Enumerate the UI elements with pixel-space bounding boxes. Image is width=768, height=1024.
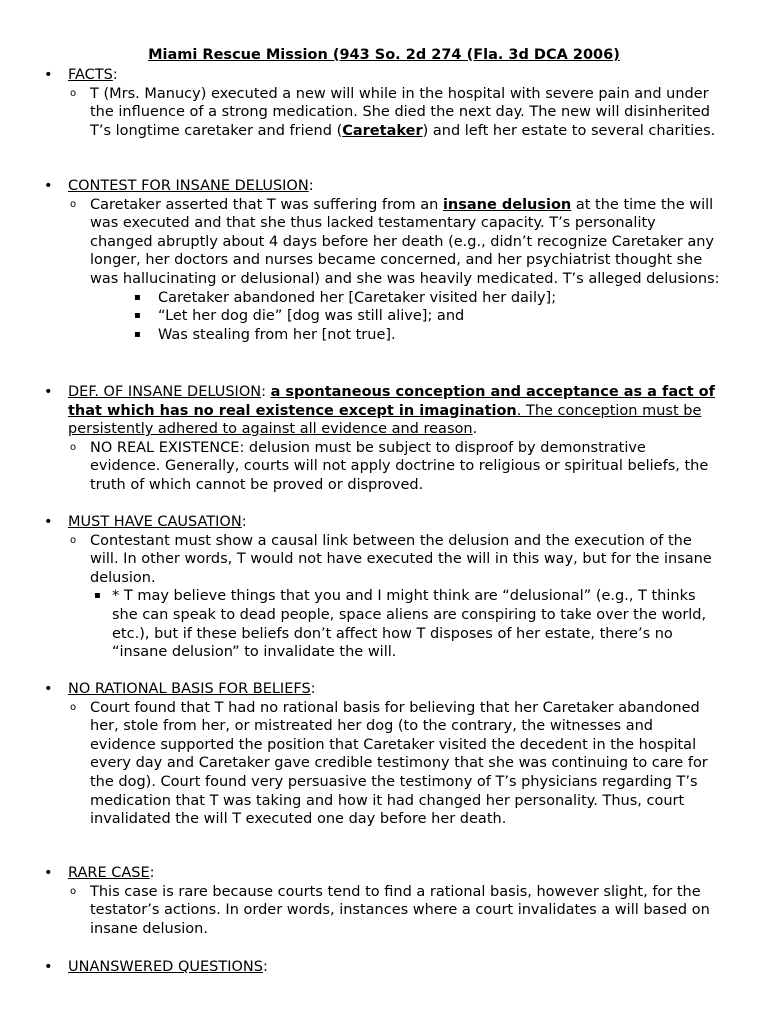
- section-unanswered: • UNANSWERED QUESTIONS:: [44, 959, 268, 975]
- section-causation: • MUST HAVE CAUSATION: o Contestant must show a causal link between the delusion and the execution of the will. In other words, T would not have executed the will in this way, but for the insane delusion. ▪ * T may believe things that you and I might think are “delusional” (e.g., T thinks she can speak to dead people, space aliens are conspiring to take over the world, etc.), but if these beliefs don’t affect how T disposes of her estate, there’s no “insane delusion” to invalidate the will.: [0, 513, 768, 662]
- list-item: ▪ Was stealing from her [not true].: [134, 326, 396, 343]
- definition-paragraph: • DEF. OF INSANE DELUSION: a spontaneous conception and acceptance as a fact of that which has no real existence except in imagination. The conception must be persistently adhered to against all evidence and reason.: [44, 384, 715, 438]
- bullet-icon: •: [44, 514, 53, 530]
- definition-subparagraph: o NO REAL EXISTENCE: delusion must be subject to disproof by demonstrative evidence. Generally, courts will not apply doctrine to religious or spiritual beliefs, the truth of which cannot be proved or disproved.: [70, 439, 709, 493]
- square-bullet-icon: ▪: [134, 310, 141, 322]
- section-facts: • FACTS: o T (Mrs. Manucy) executed a new will while in the hospital with severe pain and under the influence of a strong medication. She died the next day. The new will disinherited T’s longtime caretaker and friend (Caretaker) and left her estate to several charities.: [0, 66, 768, 140]
- bullet-icon: •: [44, 67, 53, 83]
- causation-heading: MUST HAVE CAUSATION: [68, 514, 242, 530]
- rare-paragraph: o This case is rare because courts tend to find a rational basis, however slight, for the testator’s actions. In order words, instances where a court invalidates a will based on insane delusion.: [70, 883, 710, 937]
- bullet-icon: •: [44, 681, 53, 697]
- definition-text: a spontaneous conception and acceptance as a fact of that which has no real existence except in imagination: [68, 384, 715, 419]
- list-item: ▪ “Let her dog die” [dog was still alive]; and: [134, 308, 465, 325]
- bullet-icon: •: [44, 865, 53, 881]
- causation-paragraph: o Contestant must show a causal link between the delusion and the execution of the will. In other words, T would not have executed the will in this way, but for the insane delusion.: [70, 532, 712, 586]
- causation-note: ▪ * T may believe things that you and I might think are “delusional” (e.g., T thinks she can speak to dead people, space aliens are conspiring to take over the world, etc.), but if these beliefs don’t affect how T disposes of her estate, there’s no “insane delusion” to invalidate the will.: [94, 588, 707, 661]
- section-rational-basis: • NO RATIONAL BASIS FOR BELIEFS: o Court found that T had no rational basis for believing that her Caretaker abandoned her, stole from her, or mistreated her dog (to the contrary, the witnesses and evidence supported the position that Caretaker visited the decedent in the hospital every day and Caretaker gave credible testimony that she was continuing to care for the dog). Court found very persuasive the testimony of T’s physicians regarding T’s medication that T was taking and how it had changed her personality. Thus, court invalidated the will T executed one day before her death.: [0, 680, 768, 829]
- facts-heading: FACTS: [68, 67, 113, 83]
- facts-paragraph: o T (Mrs. Manucy) executed a new will while in the hospital with severe pain and under the influence of a strong medication. She died the next day. The new will disinherited T’s longtime caretaker and friend (Caretaker) and left her estate to several charities.: [70, 85, 716, 139]
- section-rare-case: • RARE CASE: o This case is rare because courts tend to find a rational basis, however slight, for the testator’s actions. In order words, instances where a court invalidates a will based on insane delusion.: [0, 864, 768, 938]
- bullet-icon: •: [44, 178, 53, 194]
- section-contest: • CONTEST FOR INSANE DELUSION: o Caretaker asserted that T was suffering from an insane delusion at the time the will was executed and that she thus lacked testamentary capacity. T’s personality changed abruptly about 4 days before her death (e.g., didn’t recognize Caretaker any longer, her doctors and nurses became concerned, and her psychiatrist thought she was hallucinating or delusional) and she was heavily medicated. T’s alleged delusions: ▪ Caretaker abandoned her [Caretaker visited her daily]; ▪ “Let her dog die” [dog was still alive]; and ▪ Was stealing from her [not true].: [0, 177, 768, 344]
- definition-heading: DEF. OF INSANE DELUSION: [68, 384, 262, 400]
- square-bullet-icon: ▪: [94, 590, 101, 602]
- circle-bullet-icon: o: [70, 885, 77, 897]
- square-bullet-icon: ▪: [134, 328, 141, 340]
- rational-heading: NO RATIONAL BASIS FOR BELIEFS: [68, 681, 311, 697]
- caretaker-term: Caretaker: [342, 122, 423, 139]
- circle-bullet-icon: o: [70, 441, 77, 453]
- circle-bullet-icon: o: [70, 198, 77, 210]
- circle-bullet-icon: o: [70, 701, 77, 713]
- rational-paragraph: o Court found that T had no rational basis for believing that her Caretaker abandoned her, stole from her, or mistreated her dog (to the contrary, the witnesses and evidence supported the position that Caretaker visited the decedent in the hospital every day and Caretaker gave credible testimony that she was continuing to care for the dog). Court found very persuasive the testimony of T’s physicians regarding T’s medication that T was taking and how it had changed her personality. Thus, court invalidated the will T executed one day before her death.: [70, 699, 708, 828]
- bullet-icon: •: [44, 959, 53, 975]
- circle-bullet-icon: o: [70, 87, 77, 99]
- list-item: ▪ Caretaker abandoned her [Caretaker visited her daily];: [134, 289, 557, 306]
- insane-delusion-term: insane delusion: [442, 196, 572, 213]
- circle-bullet-icon: o: [70, 534, 77, 546]
- unanswered-heading: UNANSWERED QUESTIONS: [68, 959, 263, 975]
- contest-paragraph: o Caretaker asserted that T was suffering from an insane delusion at the time the will was executed and that she thus lacked testamentary capacity. T’s personality changed abruptly about 4 days before her death (e.g., didn’t recognize Caretaker any longer, her doctors and nurses became concerned, and her psychiatrist thought she was hallucinating or delusional) and she was heavily medicated. T’s alleged delusions:: [70, 196, 720, 287]
- case-title: Miami Rescue Mission (943 So. 2d 274 (Fla. 3d DCA 2006): [148, 47, 620, 63]
- bullet-icon: •: [44, 384, 53, 400]
- rare-heading: RARE CASE: [68, 865, 150, 881]
- contest-heading: CONTEST FOR INSANE DELUSION: [68, 178, 309, 194]
- section-definition: [0, 383, 768, 495]
- square-bullet-icon: ▪: [134, 291, 141, 303]
